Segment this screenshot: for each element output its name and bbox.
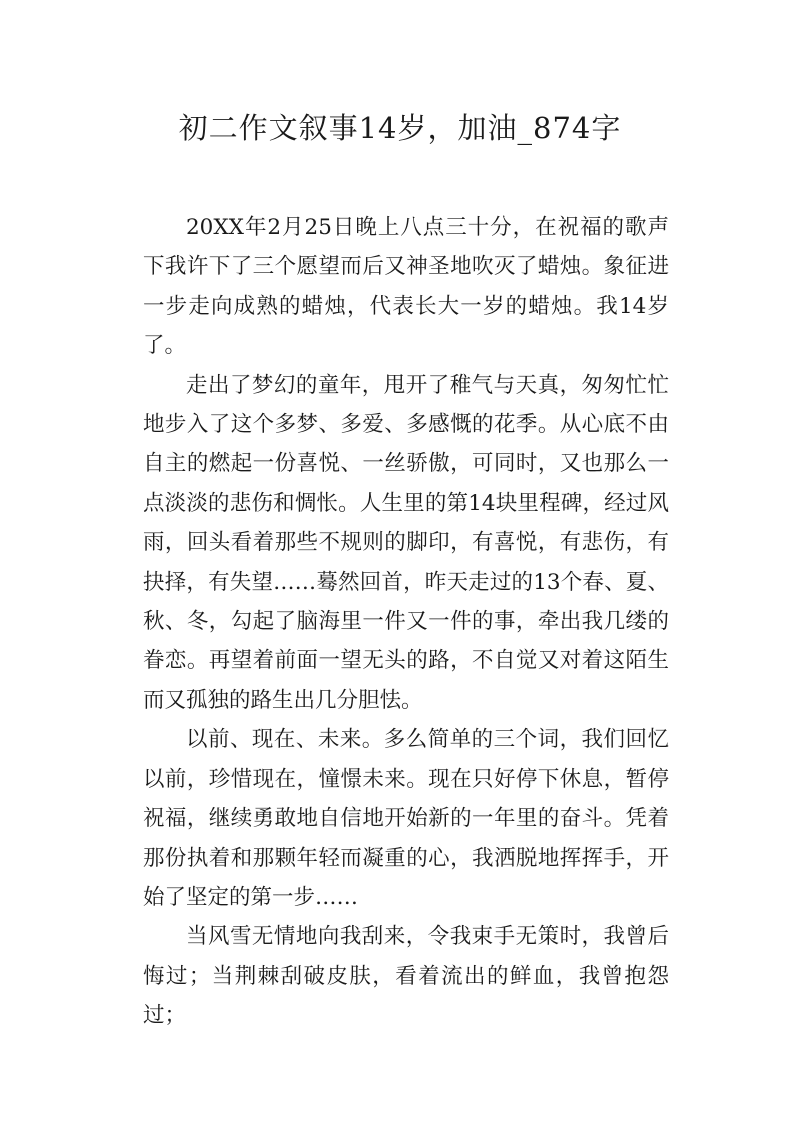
paragraph-2: 走出了梦幻的童年，甩开了稚气与天真，匆匆忙忙地步入了这个多梦、多爱、多感慨的花季。从心底不由自主的燃起一份喜悦、一丝骄傲，可同时，又也那么一点淡淡的悲伤和惆怅。人生里的第14块里程碑，经过风雨，回头看着那些不规则的脚印，有喜悦，有悲伤，有抉择，有失望……蓦然回首，昨天走过的13个春、夏、秋、冬，勾起了脑海里一件又一件的事，牵出我几缕的眷恋。再望着前面一望无头的路，不自觉又对着这陌生而又孤独的路生出几分胆怯。 — [143, 372, 669, 713]
paragraph-1: 20XX年2月25日晚上八点三十分，在祝福的歌声下我许下了三个愿望而后又神圣地吹灭了蜡烛。象征进一步走向成熟的蜡烛，代表长大一岁的蜡烛。我14岁了。 — [143, 215, 669, 359]
paragraph-3: 以前、现在、未来。多么简单的三个词，我们回忆以前，珍惜现在，憧憬未来。现在只好停下休息，暂停祝福，继续勇敢地自信地开始新的一年里的奋斗。凭着那份执着和那颗年轻而凝重的心，我洒脱地挥挥手，开始了坚定的第一步…… — [143, 727, 669, 910]
document-body — [143, 208, 669, 1036]
paragraph-4: 当风雪无情地向我刮来，令我束手无策时，我曾后悔过；当荆棘刮破皮肤，看着流出的鲜血，我曾抱怨过； — [143, 924, 669, 1029]
document-title: 初二作文叙事14岁，加油_874字 — [178, 111, 622, 145]
